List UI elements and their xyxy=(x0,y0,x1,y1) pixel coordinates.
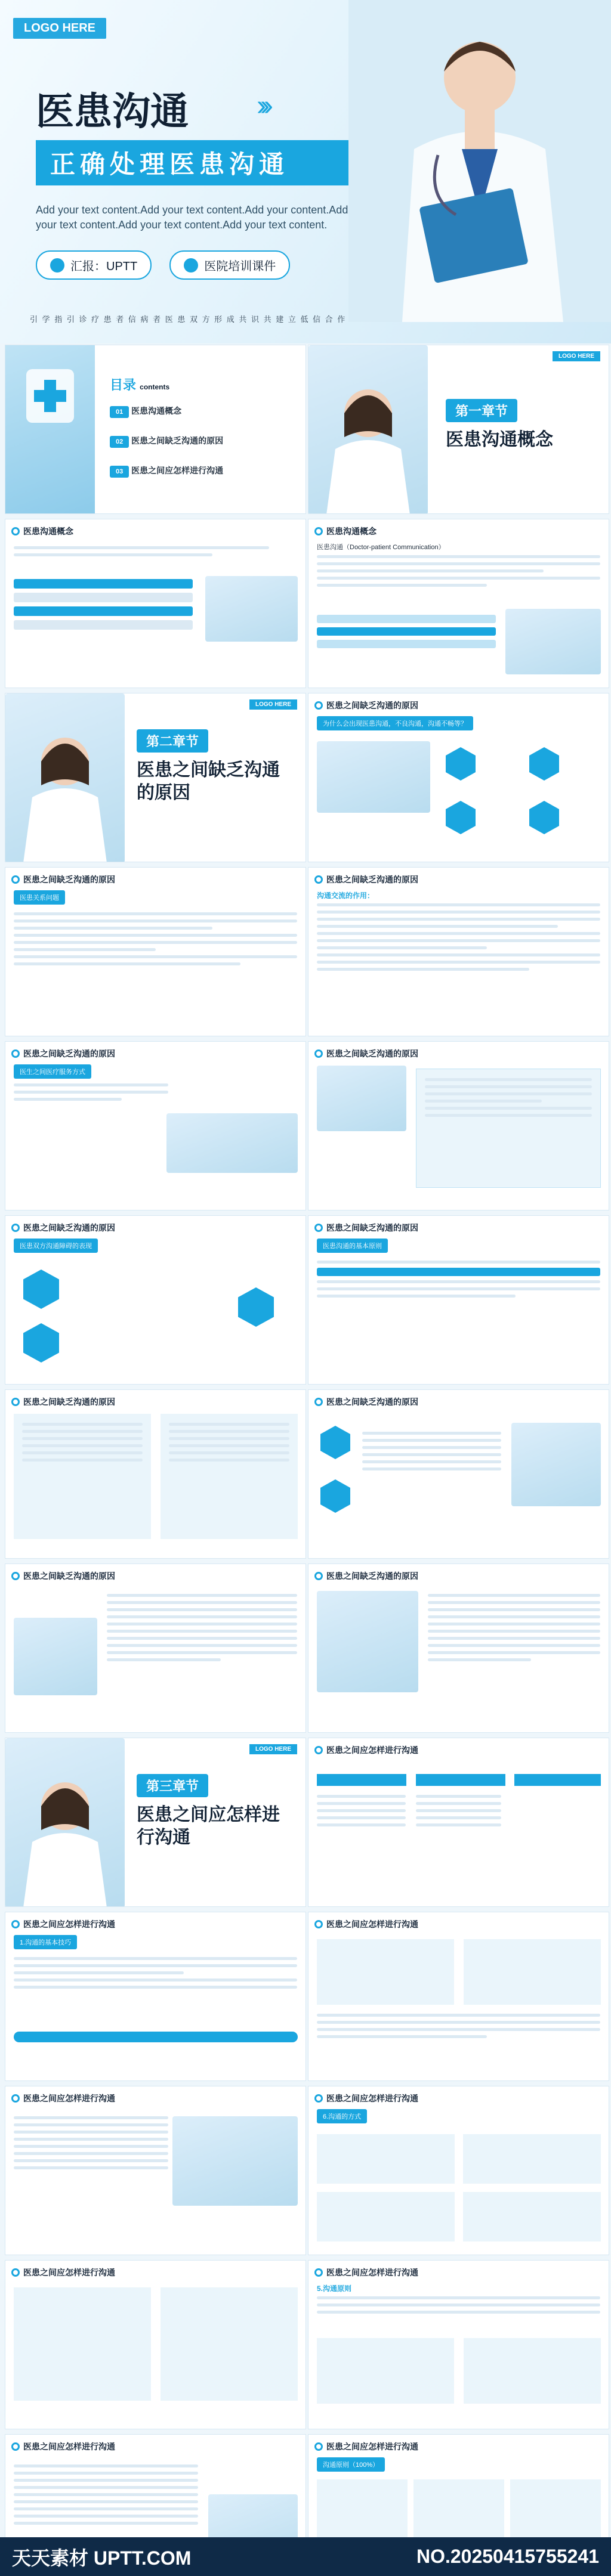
heading-text: 医患之间缺乏沟通的原因 xyxy=(326,701,418,710)
section-banner: 6.沟通的方式 xyxy=(317,2109,367,2123)
hex-icon xyxy=(529,747,559,781)
column-header xyxy=(514,1774,601,1786)
info-box xyxy=(317,1939,454,2005)
how-slide-7 xyxy=(308,2260,609,2429)
section-banner: 1.沟通的基本技巧 xyxy=(14,1935,77,1949)
circle-icon xyxy=(11,875,20,884)
heading-text: 医患之间缺乏沟通的原因 xyxy=(23,1223,115,1233)
text-lines xyxy=(317,1261,600,1302)
hex-icon xyxy=(320,1426,350,1459)
reason-slide-11 xyxy=(308,1563,609,1733)
how-slide-6 xyxy=(5,2260,306,2429)
reporter-pill xyxy=(36,250,152,280)
list-box-left xyxy=(14,1414,151,1539)
user-icon xyxy=(50,258,64,273)
heading-text: 医患之间应怎样进行沟通 xyxy=(326,1745,418,1755)
reason-slide-6 xyxy=(5,1215,306,1385)
circle-icon xyxy=(11,2094,20,2103)
heading-text: 医患之间应怎样进行沟通 xyxy=(23,1919,115,1929)
text-lines xyxy=(317,903,600,975)
hex-icon xyxy=(446,801,476,834)
chapter-3-slide xyxy=(5,1738,306,1907)
highlight-strip xyxy=(14,2032,298,2042)
concept-slide-2 xyxy=(308,519,609,688)
circle-icon xyxy=(11,1224,20,1232)
slide-heading xyxy=(11,1222,115,1234)
circle-icon xyxy=(314,701,323,710)
how-slide-4 xyxy=(5,2086,306,2255)
reason-slide-1 xyxy=(308,693,609,862)
chapter-tag: 第二章节 xyxy=(137,729,208,753)
text-lines xyxy=(317,1795,406,1831)
doctor-photo xyxy=(5,1738,125,1907)
section-label: 沟通交流的作用： xyxy=(317,891,375,900)
stats-table xyxy=(14,579,193,634)
team-photo xyxy=(317,1591,418,1692)
chapter-1-slide xyxy=(308,345,609,514)
footer-bar xyxy=(0,2537,611,2576)
slide-heading xyxy=(314,1048,418,1060)
circle-icon xyxy=(314,2268,323,2277)
slide-heading xyxy=(314,2267,418,2278)
how-slide-1 xyxy=(308,1738,609,1907)
section-label: 5.沟通原则 xyxy=(317,2284,352,2293)
hex-icon xyxy=(23,1323,59,1363)
section-banner: 医患关系问题 xyxy=(14,890,65,905)
text-lines xyxy=(14,1957,297,1993)
circle-icon xyxy=(314,1049,323,1058)
question-banner: 为什么会出现医患沟通，不良沟通，沟通不畅等？ xyxy=(317,716,473,730)
slide-heading xyxy=(314,2441,418,2453)
heading-text: 医患之间应怎样进行沟通 xyxy=(326,1919,418,1929)
slide-heading xyxy=(11,1396,115,1408)
slide-heading xyxy=(11,1918,115,1930)
tablet-photo xyxy=(317,1066,406,1131)
category-label: 医院培训课件 xyxy=(204,260,276,273)
slide-heading xyxy=(314,2092,418,2104)
hex-icon xyxy=(446,747,476,781)
text-lines xyxy=(14,912,297,970)
chapter-tag: 第三章节 xyxy=(137,1774,208,1797)
heading-text: 医患之间缺乏沟通的原因 xyxy=(23,1571,115,1581)
info-box xyxy=(317,2338,454,2404)
circle-icon xyxy=(11,1049,20,1058)
text-lines xyxy=(416,1795,501,1831)
reason-slide-7 xyxy=(308,1215,609,1385)
nurse-photo xyxy=(205,576,298,642)
section-banner: 医患沟通的基本原则 xyxy=(317,1239,388,1253)
column-header xyxy=(416,1774,505,1786)
toc-label: 医患沟通概念 xyxy=(131,406,182,416)
chapter-tag: 第一章节 xyxy=(446,399,517,422)
section-banner: 沟通原则（100%） xyxy=(317,2457,385,2472)
doctor-photo xyxy=(5,693,125,862)
slide-heading xyxy=(314,525,377,537)
reason-slide-8 xyxy=(5,1389,306,1559)
chevrons-icon: ››› xyxy=(257,90,267,122)
heading-text: 医患之间缺乏沟通的原因 xyxy=(326,1571,418,1581)
logo: LOGO HERE xyxy=(553,351,600,361)
cover-meta xyxy=(36,250,290,280)
slide-heading xyxy=(314,1222,418,1234)
heading-text: 医患之间应怎样进行沟通 xyxy=(23,2268,115,2277)
nurse-photo xyxy=(172,2116,298,2206)
slide-heading xyxy=(11,1048,115,1060)
slide-heading xyxy=(314,1744,418,1756)
toc-slide xyxy=(5,345,306,514)
slide-heading xyxy=(314,874,418,886)
text-lines xyxy=(362,1432,501,1475)
toc-num: 01 xyxy=(110,406,129,418)
heading-text: 医患沟通概念 xyxy=(23,527,73,536)
heading-text: 医患之间应怎样进行沟通 xyxy=(326,2268,418,2277)
circle-icon xyxy=(314,2094,323,2103)
cover-slide xyxy=(0,0,611,343)
info-box xyxy=(464,2338,601,2404)
cross-h xyxy=(34,390,66,402)
slide-heading xyxy=(11,1570,115,1582)
slide-heading xyxy=(11,2441,115,2453)
circle-icon xyxy=(314,1224,323,1232)
chapter-title: 医患沟通概念 xyxy=(446,430,553,450)
toc-num: 03 xyxy=(110,466,129,478)
text-lines xyxy=(14,1083,168,1105)
slide-heading xyxy=(11,874,115,886)
method-grid xyxy=(317,2134,601,2241)
logo: LOGO HERE xyxy=(249,699,297,710)
toc-item-2[interactable] xyxy=(110,435,223,448)
circle-icon xyxy=(11,1920,20,1928)
category-pill xyxy=(169,250,290,280)
heading-text: 医患之间缺乏沟通的原因 xyxy=(326,1223,418,1233)
circle-icon xyxy=(11,527,20,535)
chapter-title: 医患之间应怎样进行沟通 xyxy=(137,1805,280,1847)
heading-text: 医患之间缺乏沟通的原因 xyxy=(326,1397,418,1407)
heading-text: 医患之间缺乏沟通的原因 xyxy=(23,1397,115,1407)
circle-icon xyxy=(11,1398,20,1406)
text-lines xyxy=(14,546,297,561)
doctor-illustration xyxy=(348,0,611,322)
slide-heading xyxy=(11,2267,115,2278)
reason-slide-4 xyxy=(5,1041,306,1210)
column-header xyxy=(317,1774,406,1786)
slide-heading xyxy=(11,2092,115,2104)
slide-heading xyxy=(314,699,418,711)
heading-text: 医患沟通概念 xyxy=(326,527,377,536)
circle-icon xyxy=(314,1398,323,1406)
heading-text: 医患之间缺乏沟通的原因 xyxy=(326,1049,418,1058)
text-lines xyxy=(317,555,600,591)
slide-heading xyxy=(314,1918,418,1930)
text-lines xyxy=(14,2116,168,2174)
how-slide-5 xyxy=(308,2086,609,2255)
info-box xyxy=(14,2287,151,2401)
heading-text: 医患之间应怎样进行沟通 xyxy=(23,2094,115,2103)
chapter-title: 医患之间缺乏沟通的原因 xyxy=(137,760,280,803)
how-slide-3 xyxy=(308,1912,609,2081)
text-lines xyxy=(14,2464,198,2529)
hex-icon xyxy=(238,1287,274,1327)
cover-description: Add your text content.Add your text content.Add your content.Add your text content.Add your text content.Add your text content. xyxy=(36,204,348,231)
info-box xyxy=(416,1069,601,1188)
circle-icon xyxy=(314,2442,323,2451)
toc-title-text: 目录 xyxy=(110,377,137,392)
circle-icon xyxy=(314,1572,323,1580)
circle-icon xyxy=(314,875,323,884)
doctor-photo xyxy=(511,1423,601,1506)
circle-icon xyxy=(314,1746,323,1754)
highlight-boxes xyxy=(317,615,496,652)
toc-item-1[interactable] xyxy=(110,405,181,418)
toc-label: 医患之间缺乏沟通的原因 xyxy=(131,436,224,445)
toc-item-3[interactable] xyxy=(110,465,223,478)
heading-text: 医患之间缺乏沟通的原因 xyxy=(23,875,115,884)
circle-icon xyxy=(11,1572,20,1580)
team-photo xyxy=(166,1113,298,1173)
toc-label: 医患之间应怎样进行沟通 xyxy=(131,466,224,475)
ticker-text: 引 学 指 引 诊 疗 患 者 信 病 者 医 患 双 方 形 成 共 识 共 建 立 低 信 合 作 xyxy=(30,315,347,324)
list-box-right xyxy=(161,1414,298,1539)
logo: LOGO HERE xyxy=(13,18,106,39)
heading-text: 医患之间缺乏沟通的原因 xyxy=(326,875,418,884)
slide-heading xyxy=(11,525,73,537)
reason-slide-3 xyxy=(308,867,609,1036)
text-lines xyxy=(317,2014,600,2042)
reason-slide-9 xyxy=(308,1389,609,1559)
hospital-photo xyxy=(317,741,430,813)
concept-slide-1 xyxy=(5,519,306,688)
heading-text: 医患之间缺乏沟通的原因 xyxy=(23,1049,115,1058)
toc-side-panel xyxy=(5,345,95,514)
hex-icon xyxy=(320,1479,350,1513)
hex-icon xyxy=(529,801,559,834)
slide-heading xyxy=(314,1570,418,1582)
concept-definition: 医患沟通（Doctor-patient Communication） xyxy=(317,544,445,551)
circle-icon xyxy=(314,1920,323,1928)
toc-num: 02 xyxy=(110,436,129,448)
circle-icon xyxy=(314,527,323,535)
section-banner: 医患双方沟通障碍的表现 xyxy=(14,1239,98,1253)
reporter-label: 汇报：UPTT xyxy=(70,260,138,273)
chapter-2-slide xyxy=(5,693,306,862)
info-box xyxy=(464,1939,601,2005)
doctor-photo xyxy=(14,1618,97,1695)
logo: LOGO HERE xyxy=(249,1744,297,1754)
reason-slide-2 xyxy=(5,867,306,1036)
toc-title-en: contents xyxy=(140,383,170,391)
doctor-photo xyxy=(505,609,601,674)
footer-brand: 天天素材 UPTT.COM xyxy=(12,2547,192,2569)
reason-slide-10 xyxy=(5,1563,306,1733)
heading-text: 医患之间应怎样进行沟通 xyxy=(326,2442,418,2451)
hex-icon xyxy=(23,1270,59,1309)
cover-title: 医患沟通 xyxy=(36,90,189,133)
footer-number: NO.20250415755241 xyxy=(416,2546,599,2567)
how-slide-2 xyxy=(5,1912,306,2081)
heading-text: 医患之间应怎样进行沟通 xyxy=(326,2094,418,2103)
people-icon xyxy=(184,258,198,273)
cover-subtitle: 正确处理医患沟通 xyxy=(36,140,388,185)
text-lines xyxy=(428,1594,600,1665)
doctor-photo xyxy=(308,345,428,514)
text-lines xyxy=(317,2296,600,2318)
reason-slide-5 xyxy=(308,1041,609,1210)
heading-text: 医患之间应怎样进行沟通 xyxy=(23,2442,115,2451)
section-banner: 医生之间医疗服务方式 xyxy=(14,1064,91,1079)
text-lines xyxy=(107,1594,297,1665)
circle-icon xyxy=(11,2268,20,2277)
toc-title xyxy=(110,375,169,394)
circle-icon xyxy=(11,2442,20,2451)
info-box xyxy=(161,2287,298,2401)
slide-heading xyxy=(314,1396,418,1408)
